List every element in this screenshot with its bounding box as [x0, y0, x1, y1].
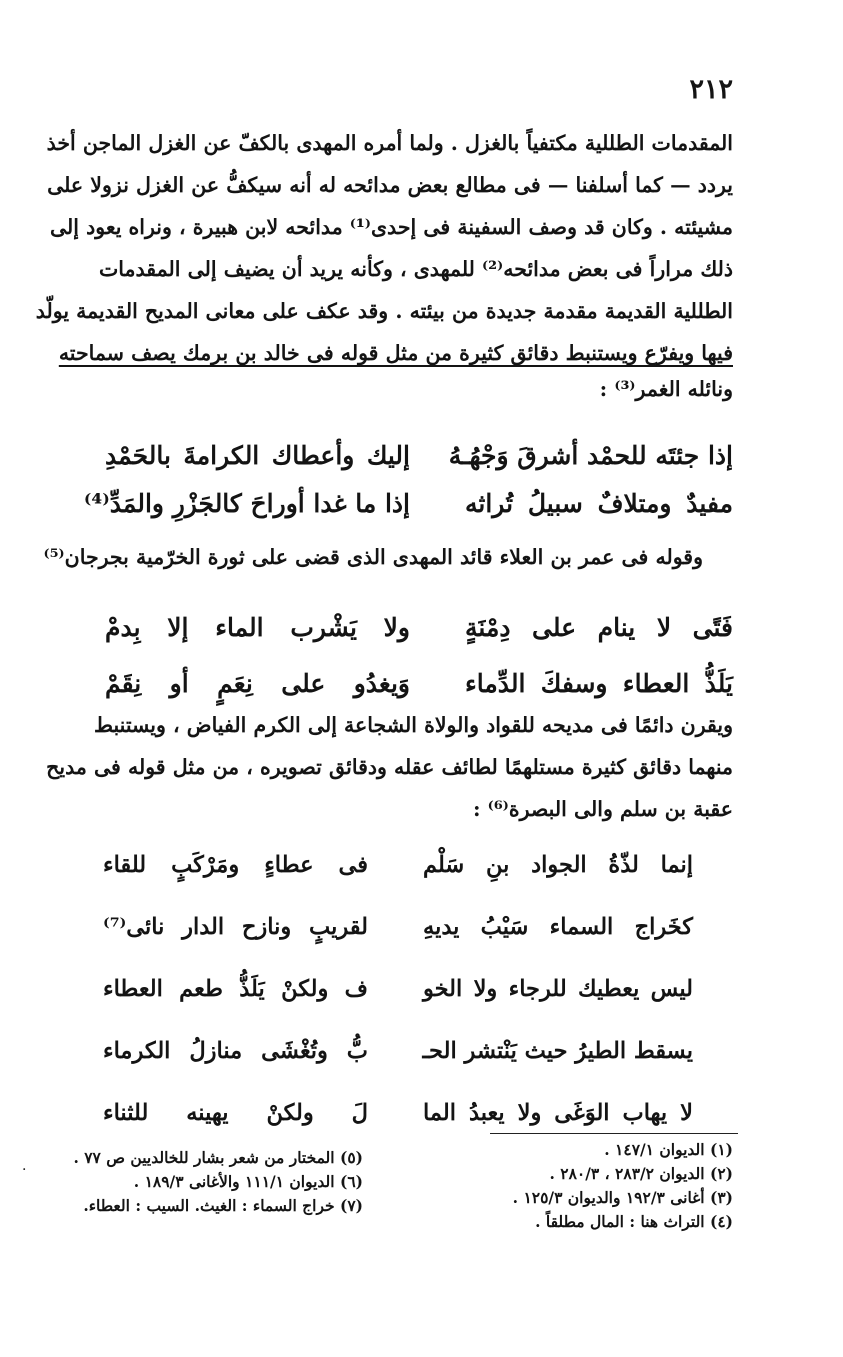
hemistich-first: مفيدٌ ومتلافٌ سبيلُ تُراثه: [465, 489, 733, 518]
text-line: ذلك مراراً فى بعض مدائحه⁽²⁾ للمهدى ، وكأنه يريد أن يضيف إلى المقدمات: [98, 257, 733, 281]
footnote: (٣) أغانى ١٩٢/٣ والديوان ١٢٥/٣ .: [512, 1188, 733, 1207]
hemistich-second: ولا يَشْرب الماء إلا بِدمْ: [105, 613, 410, 642]
footnote: (١) الديوان ١٤٧/١ .: [604, 1140, 733, 1159]
text-line: ونائله الغمر⁽³⁾ :: [599, 377, 733, 401]
hemistich-first: كخَراج السماء سَيْبُ يديهِ: [423, 914, 693, 940]
footnote-separator: [490, 1133, 738, 1134]
text-line: منهما دقائق كثيرة مستلهمًا لطائف عقله ودقائق تصويره ، من مثل قوله فى مديح: [46, 755, 733, 779]
paragraph-2: [43, 536, 703, 578]
hemistich-second: لَ ولكنْ يهينه للثناء: [103, 1100, 368, 1126]
stray-mark: ·: [22, 1162, 27, 1178]
verse-2: [105, 600, 733, 712]
hemistich-first: يَلَذُّ العطاء وسفكَ الدِّماء: [465, 669, 733, 698]
verse-3: [103, 834, 693, 1144]
text-line: فيها ويفرّع ويستنبط دقائق كثيرة من مثل قوله فى خالد بن برمك يصف سماحته: [58, 341, 733, 365]
hemistich-first: إذا جئتَه للحمْد أشرقَ وَجْهُـهُ: [448, 441, 733, 470]
page-number: ٢١٢: [689, 74, 733, 105]
verse-line: [103, 1082, 693, 1144]
paragraph-1: [35, 122, 733, 408]
footnote: (٧) خراج السماء : الغيث. السيب : العطاء.: [83, 1196, 363, 1215]
footnote: (٤) التراث هنا : المال مطلقاً .: [535, 1212, 733, 1231]
verse-line: [103, 958, 693, 1020]
hemistich-first: ليس يعطيك للرجاء ولا الخو: [423, 976, 693, 1002]
hemistich-first: فَتًى لا ينام على دِمْنَةٍ: [465, 613, 733, 642]
text-line: عقبة بن سلم والى البصرة⁽⁶⁾ :: [472, 797, 733, 821]
text-line: مشيئته . وكان قد وصف السفينة فى إحدى⁽¹⁾ مدائحه لابن هبيرة ، ونراه يعود إلى: [49, 215, 733, 239]
text-line: وقوله فى عمر بن العلاء قائد المهدى الذى قضى على ثورة الخرّمية بجرجان⁽⁵⁾: [43, 545, 703, 569]
verse-line: [103, 896, 693, 958]
hemistich-second: وَيغدُو على نِعَمٍ أو نِقَمْ: [105, 669, 410, 698]
text-line: يردد — كما أسلفنا — فى مطالع بعض مدائحه له أنه سيكفُّ عن الغزل نزولا على: [47, 173, 733, 197]
verse-1: [83, 432, 733, 528]
footnote: (٥) المختار من شعر بشار للخالديين ص ٧٧ .: [73, 1148, 363, 1167]
hemistich-second: بُّ وتُغْشَى منازلُ الكرماء: [103, 1038, 368, 1064]
paragraph-3: [46, 704, 733, 830]
hemistich-first: إنما لذّةُ الجواد بنِ سَلْم: [423, 852, 693, 878]
text-line: ويقرن دائمًا فى مديحه للقواد والولاة الشجاعة إلى الكرم الفياض ، ويستنبط: [94, 713, 733, 737]
footnotes-right-column: [513, 1138, 733, 1234]
verse-line: [105, 432, 733, 480]
hemistich-first: لا يهاب الوَغَى ولا يعبدُ الما: [423, 1100, 693, 1126]
footnote: (٢) الديوان ٢٨٣/٢ ، ٢٨٠/٣ .: [549, 1164, 733, 1183]
text-line: الطللية القديمة مقدمة جديدة من بيئته . وقد عكف على معانى المديح القديمة يولّد: [35, 299, 733, 323]
footnotes-left-column: [73, 1146, 363, 1218]
hemistich-second: فى عطاءٍ ومَرْكَبٍ للقاء: [103, 852, 368, 878]
hemistich-first: يسقط الطيرُ حيث يَنْتشر الحـ: [422, 1038, 693, 1064]
hemistich-second: إذا ما غدا أوراحَ كالجَزْرِ والمَدِّ⁽⁴⁾: [83, 489, 410, 518]
hemistich-second: لقريبٍ ونازح الدار نائى⁽⁷⁾: [103, 914, 368, 940]
verse-line: [103, 834, 693, 896]
verse-line: [83, 480, 733, 528]
text-line: المقدمات الطللية مكتفياً بالغزل . ولما أمره المهدى بالكفّ عن الغزل الماجن أخذ: [46, 131, 733, 155]
verse-line: [103, 1020, 693, 1082]
footnote: (٦) الديوان ١١١/١ والأغانى ١٨٩/٣ .: [133, 1172, 363, 1191]
verse-line: [105, 600, 733, 656]
hemistich-second: ف ولكنْ يَلَذُّ طعم العطاء: [103, 976, 368, 1002]
hemistich-second: إليك وأعطاك الكرامةَ بالحَمْدِ: [105, 441, 410, 470]
